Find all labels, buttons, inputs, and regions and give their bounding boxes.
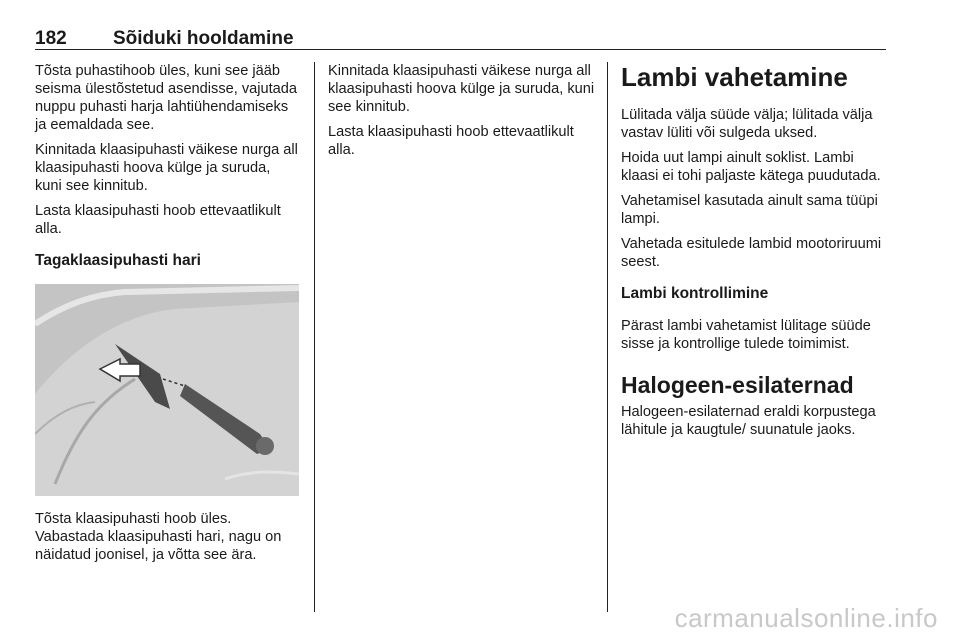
paragraph: Lülitada välja süüde välja; lülitada välja vastav lüliti või sulgeda uksed. xyxy=(621,107,873,141)
paragraph: Lasta klaasipuhasti hoob ettevaatlikult alla. xyxy=(35,203,281,237)
running-title: Sõiduki hooldamine xyxy=(113,28,294,49)
paragraph: Vahetamisel kasutada ainult sama tüüpi lampi. xyxy=(621,193,878,227)
column-divider xyxy=(314,62,315,612)
subheading: Lambi kontrollimine xyxy=(621,285,769,302)
paragraph: Lasta klaasipuhasti hoob ettevaatlikult alla. xyxy=(328,124,574,158)
figure-caption: Tõsta klaasipuhasti hoob üles. Vabastada klaasipuhasti hari, nagu on näidatud joonisel, ja võtta see ära. xyxy=(35,511,282,563)
page-number: 182 xyxy=(35,28,67,49)
rear-wiper-illustration xyxy=(35,284,299,496)
column-1 xyxy=(35,62,301,571)
paragraph: Vahetada esitulede lambid mootoriruumi seest. xyxy=(621,236,882,270)
paragraph: Halogeen-esilaternad eraldi korpustega lähitule ja kaugtule/ suunatule jaoks. xyxy=(621,404,876,438)
header-rule xyxy=(35,49,886,50)
column-3 xyxy=(621,62,887,446)
paragraph: Kinnitada klaasipuhasti väikese nurga all klaasipuhasti hoova külge ja suruda, kuni see kinnitub. xyxy=(328,63,595,115)
watermark: carmanualsonline.info xyxy=(674,603,938,633)
section-title: Halogeen-esilaternad xyxy=(621,372,854,398)
column-divider xyxy=(607,62,608,612)
wiper-drawing xyxy=(35,284,299,496)
paragraph: Tõsta puhastihoob üles, kuni see jääb seisma ülestõstetud asendisse, vajutada nuppu puhasti harja lahtiühendamiseks ja eemaldada see. xyxy=(35,63,298,133)
section-heading: Tagaklaasipuhasti hari xyxy=(35,252,201,269)
paragraph: Pärast lambi vahetamist lülitage süüde sisse ja kontrollige tulede toimimist. xyxy=(621,318,871,352)
section-title: Lambi vahetamine xyxy=(621,62,848,92)
column-2 xyxy=(328,62,596,166)
paragraph: Kinnitada klaasipuhasti väikese nurga all klaasipuhasti hoova külge ja suruda, kuni see kinnitub. xyxy=(35,142,298,194)
paragraph: Hoida uut lampi ainult soklist. Lambi klaasi ei tohi paljaste kätega puudutada. xyxy=(621,150,881,184)
page-header xyxy=(35,28,886,50)
